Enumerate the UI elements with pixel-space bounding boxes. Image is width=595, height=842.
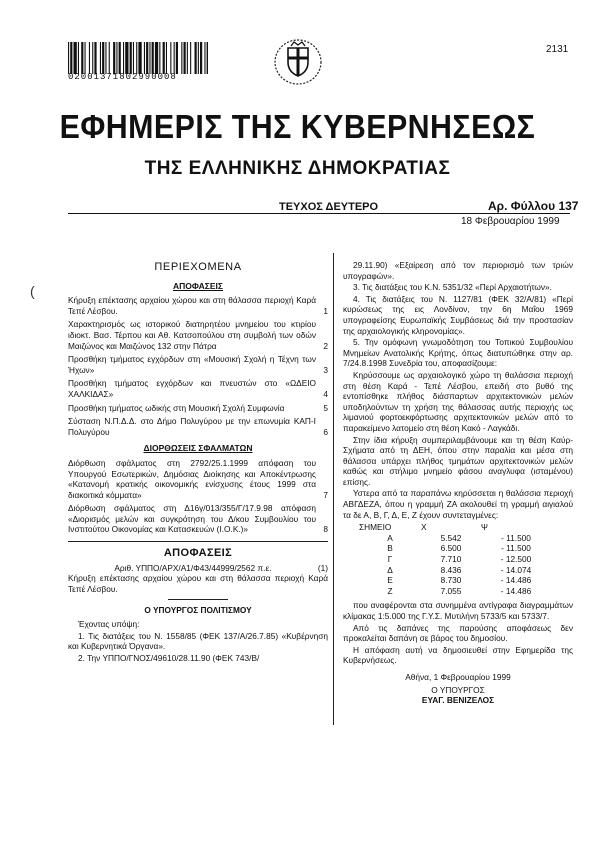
coord-y: - 14.486 (500, 585, 532, 596)
toc-decision-item-page: 3 (323, 364, 328, 375)
coord-x: 8.730 (440, 575, 462, 586)
coordinates-header-row (359, 522, 551, 533)
section-rule (68, 541, 328, 542)
column-divider (333, 253, 334, 725)
coord-point: Α (387, 532, 393, 543)
coord-x: 6.500 (440, 543, 462, 554)
consideration-item: 3. Τις διατάξεις του Κ.Ν. 5351/32 «Περί Αρχαιοτήτων». (353, 282, 552, 293)
coord-y: - 11.500 (501, 532, 531, 543)
coord-point: Δ (387, 564, 393, 575)
coordinates-row (359, 586, 551, 597)
coord-y: - 11.500 (501, 543, 531, 554)
consideration-item: 29.11.90) «Εξαίρεση από τον περιορισμό των τριών υπογραφών». (343, 260, 573, 281)
consideration-item: 1. Τις διατάξεις του Ν. 1558/85 (ΦΕΚ 137/Α/26.7.85) «Κυβέρνηση και Κυβερνητικά Όργανα». (68, 630, 328, 652)
toc-decision-item (68, 295, 328, 316)
boundary-text: Υστερα από τα παραπάνω κηρύσσεται η θαλάσσια περιοχή ΑΒΓΔΕΖΑ, όπου η γραμμή ΖΑ ακολουθεί τη γραμμή αιγιαλού τα δε Α, Β, Γ, Δ, Ε, Ζ έχουν συντεταγμένες: (343, 488, 573, 520)
toc-decision-item-page: 4 (323, 388, 328, 399)
decisions-heading: ΑΠΟΦΑΣΕΙΣ (163, 547, 233, 560)
coordinates-row (359, 575, 551, 586)
coord-point: Β (387, 543, 393, 554)
errata-heading: ΔΙΟΡΘΩΣΕΙΣ ΣΦΑΛΜΑΤΩΝ (143, 443, 253, 454)
toc-decision-item (68, 378, 328, 399)
coordinates-table (359, 522, 551, 596)
toc-erratum-item (68, 458, 328, 500)
toc-decision-item (68, 354, 328, 375)
toc-decision-item-page: 2 (323, 340, 328, 351)
page-number: 2131 (546, 44, 569, 55)
toc-errata-list (68, 458, 328, 535)
coord-point: Ζ (387, 585, 393, 596)
contents-decisions-heading: ΑΠΟΦΑΣΕΙΣ (172, 280, 223, 291)
considerations-left (68, 631, 328, 664)
toc-decision-item (68, 416, 328, 437)
coord-y: - 12.500 (500, 554, 532, 565)
toc-erratum-item-page: 7 (323, 489, 328, 500)
toc-decision-item (68, 403, 328, 414)
toc-decision-item-text: Προσθήκη τμήματος ωδικής στη Μουσική Σχολή Συμφωνία (68, 402, 285, 413)
coordinates-row (359, 533, 551, 544)
decision-ref-number: (1) (317, 562, 328, 573)
issue-series: ΤΕΥΧΟΣ ΔΕΥΤΕΡΟ (279, 201, 379, 213)
toc-decision-item-page: 6 (323, 426, 328, 437)
toc-decision-item-text: Κήρυξη επέκτασης αρχαίου χώρου και στη θάλασσα περιοχή Καρά Τεπέ Λέσβου. (68, 295, 316, 316)
toc-decision-item-page: 5 (323, 402, 328, 413)
toc-erratum-item-text: Διόρθωση σφάλματος στη Δ16γ/013/355/Γ/17.9.98 απόφαση «Διορισμός μελών και συγκρότηση του Δ/κου Συμβουλίου του Ινστιτούτου Οικονομίας και Κατασκευών (Ι.Ο.Κ.)» (68, 503, 316, 535)
coord-point: Ε (387, 575, 393, 586)
toc-decision-item-text: Σύσταση Ν.Π.Δ.Δ. στο Δήμο Πολυγύρου με την επωνυμία ΚΑΠ-Ι Πολυγύρου (68, 416, 316, 437)
sheet-number: Αρ. Φύλλου 137 (488, 199, 579, 213)
decision-reference (68, 563, 328, 574)
right-column (343, 260, 573, 706)
coordinates-row (359, 543, 551, 554)
short-rule (168, 599, 228, 600)
coord-y: - 14.074 (500, 564, 532, 575)
issue-date: 18 Φεβρουαρίου 1999 (461, 216, 560, 227)
publish-text: Η απόφαση αυτή να δημοσιευθεί στην Εφημερίδα της Κυβερνήσεως. (343, 644, 573, 666)
minister-heading: Ο ΥΠΟΥΡΓΟΣ ΠΟΛΙΤΙΣΜΟΥ (144, 605, 252, 616)
signature-date: Αθήνα, 1 Φεβρουαρίου 1999 (405, 671, 511, 682)
header-rule (68, 213, 570, 214)
consideration-item: 5. Την ομόφωνη γνωμοδότηση του Τοπικού Συμβουλίου Μνημείων Ανατολικής Κρήτης, όπως διατυπώθηκε στην αρ. 7/24.8.1998 Συνεδρία του, αποφασίζουμε: (343, 337, 573, 369)
toc-decision-item-text: Προσθήκη τμήματος εγχόρδων και πνευστών στο «ΩΔΕΙΟ ΧΑΛΚΙΔΑΣ» (68, 378, 316, 399)
coords-header-x: X (421, 522, 427, 533)
coord-x: 8.436 (440, 564, 462, 575)
toc-erratum-item-text: Διόρθωση σφάλματος στη 2792/25.1.1999 απόφαση του Υπουργού Εσωτερικών, Δημόσιας Διοίκησης και Αποκέντρωσης «Κατανομή κρατικής οικονομικής ενίσχυσης έτους 1999 στα διακοιτικά κόμματα» (68, 457, 316, 500)
barcode-number: 02001371802990008 (68, 72, 177, 82)
coord-point: Γ (387, 554, 393, 565)
cost-text: Από τις δαπάνες της παρούσης αποφάσεως δεν προκαλείται δαπάνη σε βάρος του δημοσίου. (343, 622, 573, 644)
coat-of-arms-emblem (272, 36, 324, 86)
left-column (68, 262, 328, 664)
having-label: Έχοντας υπόψη: (78, 619, 140, 630)
barcode (68, 42, 208, 74)
toc-erratum-item (68, 503, 328, 535)
coordinates-row (359, 554, 551, 565)
contents-heading: ΠΕΡΙΕΧΟΜΕΝΑ (154, 261, 242, 273)
toc-decisions-list (68, 295, 328, 437)
toc-decision-item-text: Προσθήκη τμήματος εγχόρδων στη «Μουσική Σχολή η Τέχνη των Ήχων» (68, 354, 316, 375)
coord-x: 5.542 (440, 532, 462, 543)
coord-x: 7.055 (440, 585, 462, 596)
margin-mark: ( (30, 283, 35, 299)
decision-ref-text: Αριθ. ΥΠΠΟ/ΑΡΧ/Α1/Φ43/44999/2562 π.ε. (114, 562, 272, 573)
consideration-item: 4. Τις διατάξεις του Ν. 1127/81 (ΦΕΚ 32/Α/81) «Περί κυρώσεως της εις Λονδίνον, την 6η Μαΐου 1969 υπογραφείσης Ευρωπαϊκής Συμβάσεως διά την προστασίαν της αρχαιολογικής κληρονομίας». (343, 293, 573, 336)
coord-x: 7.710 (440, 554, 462, 565)
toc-decision-item-text: Χαρακτηρισμός ως ιστορικού διατηρητέου μνημείου του κτιρίου ιδιοκτ. Βασ. Τέρπου και Αθ. Κατσοπούλου στη συμβολή των οδών Μαιζώνος και Μαιζώνος 132 στην Πάτρα (68, 319, 316, 351)
maps-text: που αναφέρονται στα συνημμένα αντίγραφα διαγραμμάτων κλίμακας 1:5.000 της Γ.Υ.Σ. Μυτιλήνη 5733/5 και 5733/7. (343, 600, 573, 621)
considerations-right (343, 260, 573, 369)
signature-name: ΕΥΑΓ. ΒΕΝΙΖΕΛΟΣ (421, 695, 495, 706)
coord-y: - 14.486 (500, 575, 532, 586)
signature-title: Ο ΥΠΟΥΡΓΟΣ (431, 684, 485, 695)
gazette-subtitle: ΤΗΣ ΕΛΛΗΝΙΚΗΣ ΔΗΜΟΚΡΑΤΙΑΣ (144, 158, 451, 179)
coords-header-point: ΣΗΜΕΙΟ (359, 522, 392, 533)
decision-subject: Κήρυξη επέκτασης αρχαίου χώρου και στη θάλασσα περιοχή Καρά Τεπέ Λέσβου. (68, 573, 328, 594)
toc-decision-item-page: 1 (323, 305, 328, 316)
coordinates-row (359, 565, 551, 576)
declaration-text: Κηρύσσουμε ως αρχαιολογικό χώρο τη θαλάσσια περιοχή στη θέση Καρά - Τεπέ Λέσβου, επειδή στο βυθό της εντοπίσθηκε πλήθος διάσπαρτων αρχιτεκτονικών μελών υποδηλούντων τη χρήση της θάλασσας αυτής περιοχής ως λιμανιού φορτοεκφόρτωσης αρχιτεκτονικών μελών από το παρακείμενο λατομείο στη θέση Κακό - Λαγκάδι. (343, 369, 573, 433)
consideration-item: 2. Την ΥΠΠΟ/ΓΝΟΣ/49610/28.11.90 (ΦΕΚ 743/Β/ (78, 652, 260, 663)
coords-header-y: Ψ (481, 522, 488, 533)
toc-erratum-item-page: 8 (323, 524, 328, 535)
declaration-text-2: Στην ίδια κήρυξη συμπεριλαμβάνουμε και τη θέση Καύρ-Σχήματα από τη ΔΕΗ, όπου στην παραλία και μέσα στη θάλασσα υπάρχει πλήθος τμημάτων αρχιτεκτονικών μελών καθώς και στήλιμο μνημείο φάσου αναγλυφα (ισταμένου) επίσης. (343, 434, 573, 487)
gazette-title: ΕΦΗΜΕΡΙΣ ΤΗΣ ΚΥΒΕΡΝΗΣΕΩΣ (59, 108, 536, 145)
toc-decision-item (68, 319, 328, 351)
